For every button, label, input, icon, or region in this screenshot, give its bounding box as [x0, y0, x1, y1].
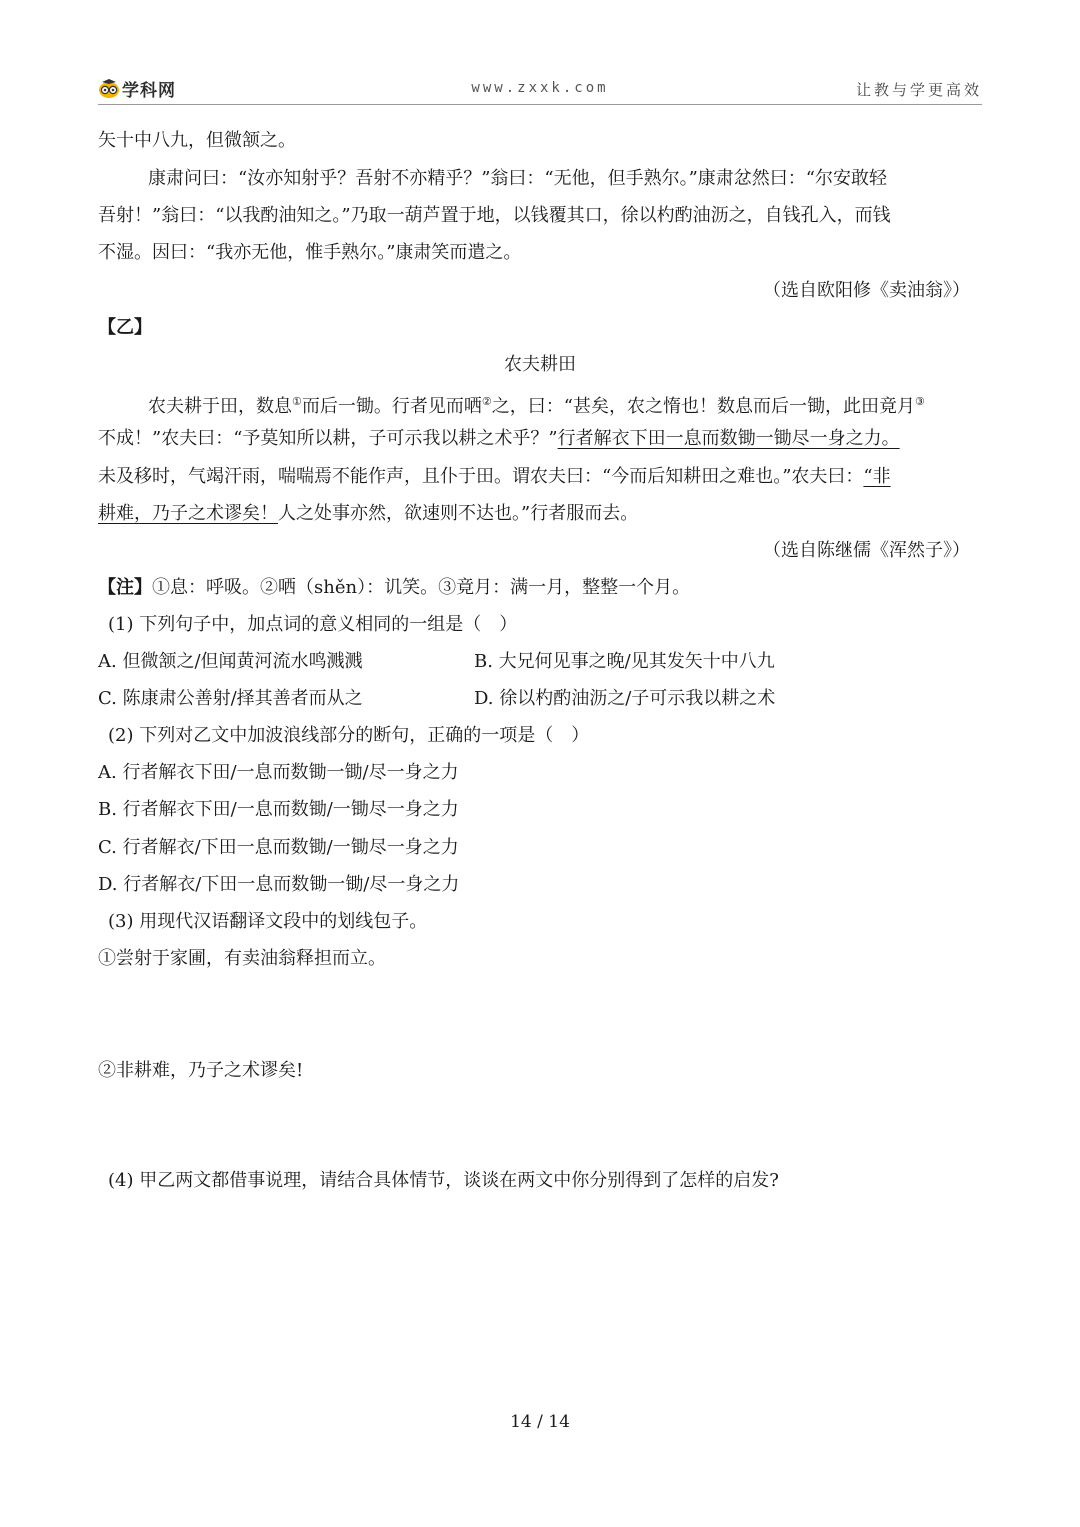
q2-stem: (2) 下列对乙文中加波浪线部分的断句，正确的一项是（ ）: [108, 725, 590, 746]
q3-sentence-1: ①尝射于家圃，有卖油翁释担而立。: [98, 948, 386, 969]
note-label: 【注】: [98, 577, 152, 598]
q2-option-c: C. 行者解衣/下田一息而数锄/一锄尽一身之力: [98, 837, 459, 858]
underlined-sentence-end: 耕难，乃子之术谬矣！: [98, 503, 278, 524]
yi-line-1: 农夫耕于田，数息①而后一锄。行者见而哂②之，曰：“甚矣，农之惰也！数息而后一锄，此田竟月③: [148, 395, 925, 417]
q1-option-d: D. 徐以杓酌油沥之/子可示我以耕之术: [474, 688, 776, 709]
q2-option-a: A. 行者解衣下田/一息而数锄一锄/尽一身之力: [98, 762, 459, 783]
wavy-underlined-sentence: 行者解衣下田一息而数锄一锄尽一身之力。: [557, 428, 900, 449]
q2-option-b: B. 行者解衣下田/一息而数锄/一锄尽一身之力: [98, 799, 459, 820]
slogan: 让教与学更高效: [855, 81, 982, 99]
jia-para2-line3: 不湿。因曰：“我亦无他，惟手熟尔。”康肃笑而遣之。: [98, 242, 522, 263]
site-url: www.zxxk.com: [471, 80, 609, 96]
page-number: 14 / 14: [510, 1412, 570, 1432]
q1-stem: (1) 下列句子中，加点词的意义相同的一组是（ ）: [108, 614, 518, 635]
q3-sentence-2: ②非耕难，乃子之术谬矣!: [98, 1060, 304, 1081]
footnote-ref-1: ①: [292, 395, 302, 408]
yi-line-3: 未及移时，气竭汗雨，喘喘焉不能作声，且仆于田。谓农夫曰：“今而后知耕田之难也。”农夫曰：“非: [98, 466, 891, 487]
page-header: [98, 74, 982, 105]
yi-title: 农夫耕田: [504, 354, 576, 375]
underlined-sentence-start: “非: [863, 466, 891, 487]
q1-option-a: A. 但微颔之/但闻黄河流水鸣溅溅: [98, 651, 363, 672]
q2-option-d: D. 行者解衣/下田一息而数锄一锄/尽一身之力: [98, 874, 460, 895]
jia-line-1: 矢十中八九，但微颔之。: [98, 130, 296, 151]
footnote: [98, 577, 690, 599]
q1-option-c: C. 陈康肃公善射/择其善者而从之: [98, 688, 363, 709]
q1-option-b: B. 大兄何见事之晚/见其发矢十中八九: [474, 651, 775, 672]
yi-line-4: 耕难，乃子之术谬矣！人之处事亦然，欲速则不达也。”行者服而去。: [98, 503, 639, 524]
yi-label: 【乙】: [98, 317, 152, 338]
q4-stem: (4) 甲乙两文都借事说理，请结合具体情节，谈谈在两文中你分别得到了怎样的启发?: [108, 1170, 779, 1191]
footnote-ref-2: ②: [481, 395, 492, 408]
jia-para2-line1: 康肃问曰：“汝亦知射乎？吾射不亦精乎？”翁曰：“无他，但手熟尔。”康肃忿然曰：“尔安敢轻: [148, 168, 888, 189]
footnote-ref-3: ③: [914, 395, 925, 408]
note-text: ①息：呼吸。②哂（shěn）：讥笑。③竟月：满一月，整整一个月。: [152, 577, 691, 598]
jia-para2-line2: 吾射！”翁曰：“以我酌油知之。”乃取一葫芦置于地，以钱覆其口，徐以杓酌油沥之，自钱孔入，而钱: [98, 205, 891, 226]
yi-line-2: 不成！”农夫曰：“予莫知所以耕，子可示我以耕之术乎？”行者解衣下田一息而数锄一锄尽一身之力。: [98, 428, 900, 449]
logo-text: 学科网: [122, 81, 176, 101]
yi-source: （选自陈继儒《浑然子》）: [763, 540, 970, 561]
q3-stem: (3) 用现代汉语翻译文段中的划线包子。: [108, 911, 428, 932]
jia-source: （选自欧阳修《卖油翁》）: [763, 280, 970, 301]
